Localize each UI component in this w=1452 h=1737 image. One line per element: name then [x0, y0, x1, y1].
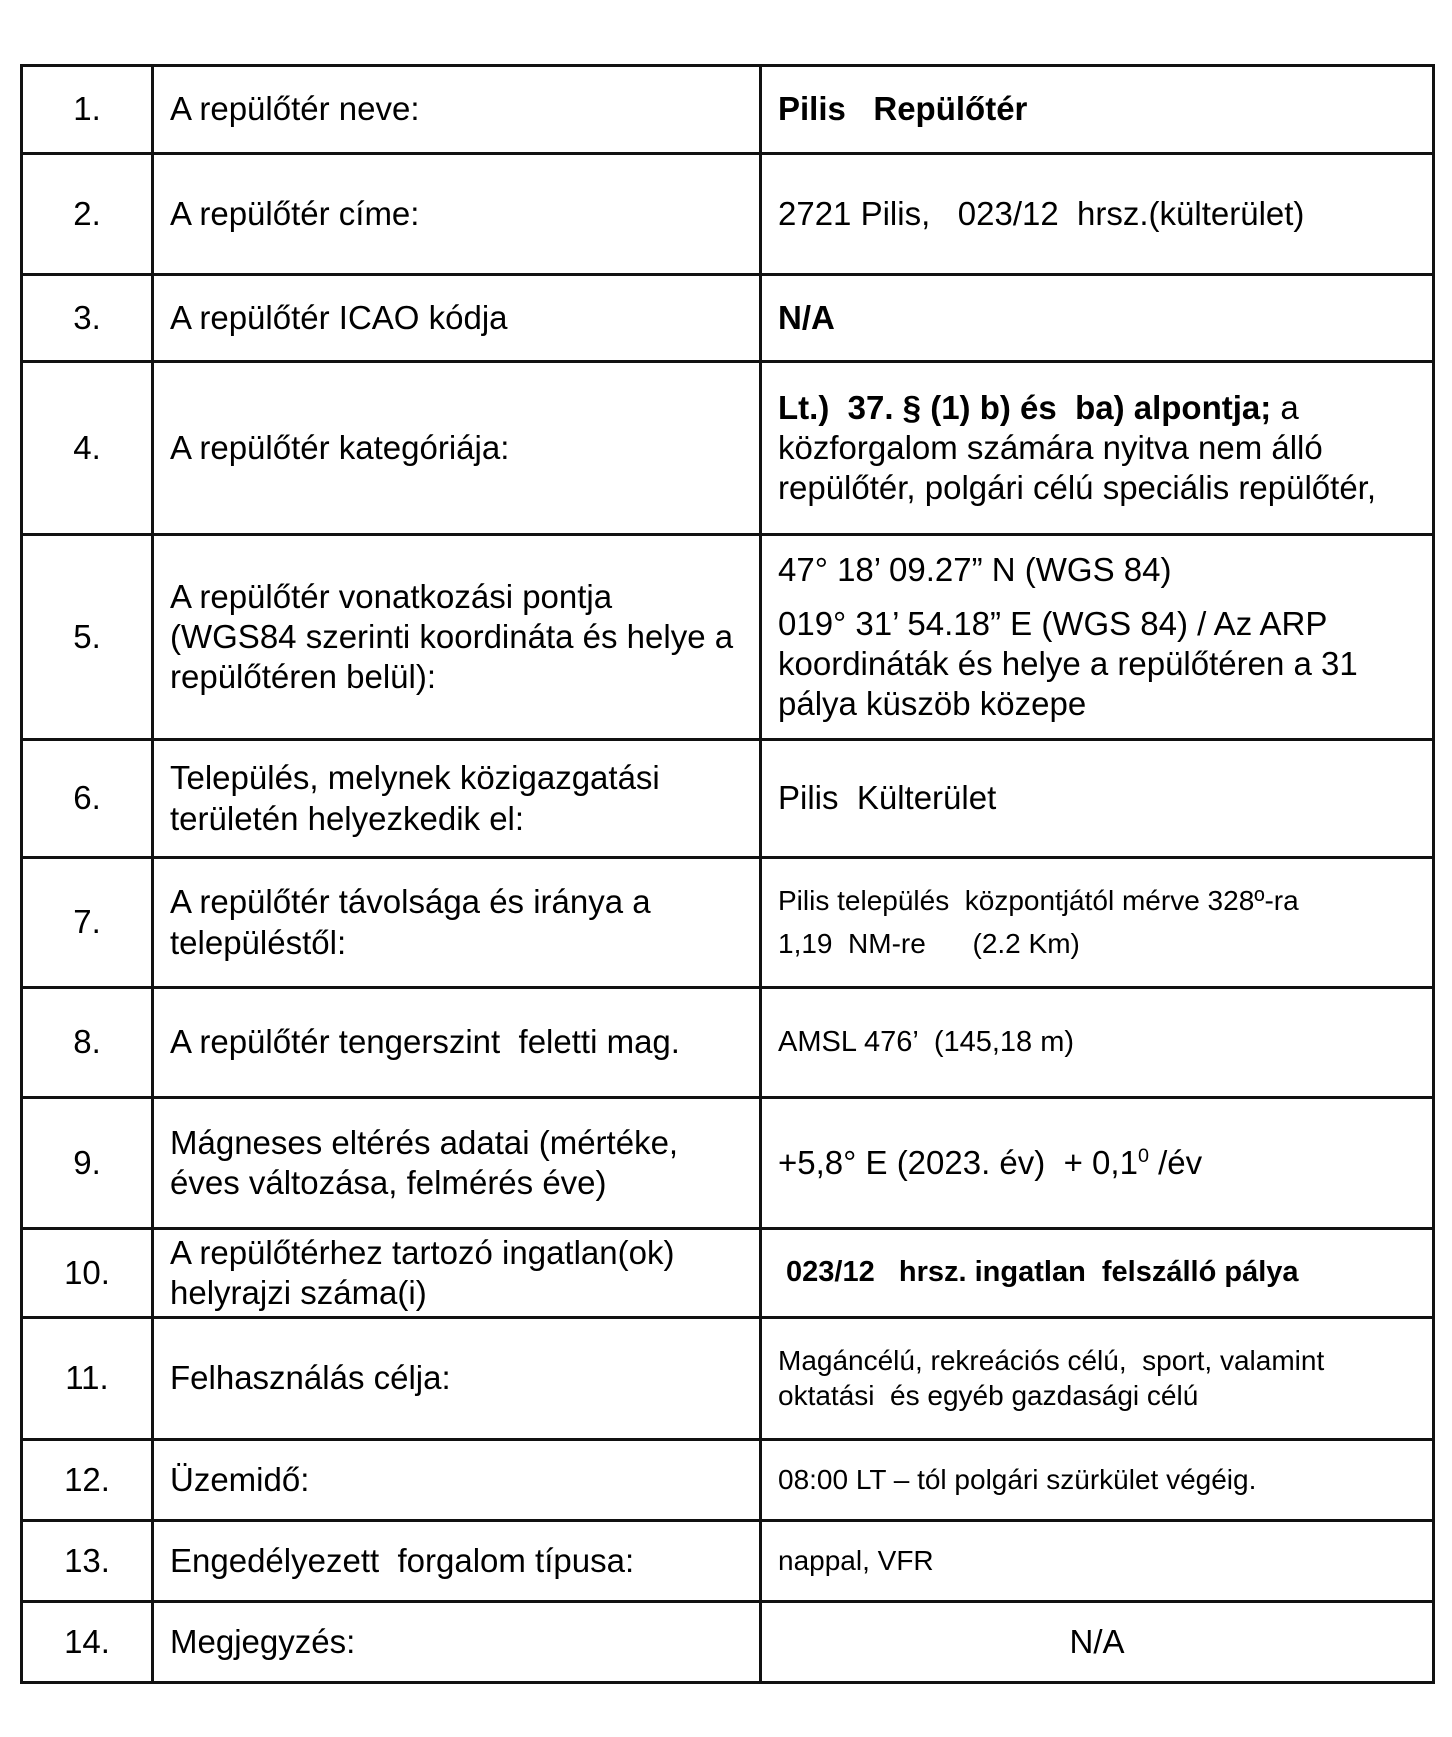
row-value	[761, 535, 1434, 740]
table-row	[22, 858, 1434, 988]
row-number: 5.	[22, 535, 153, 740]
row-number: 10.	[22, 1229, 153, 1318]
row-number: 8.	[22, 988, 153, 1098]
declination-superscript: 0	[1137, 1144, 1149, 1167]
latitude-coordinate: 47° 18’ 09.27” N (WGS 84)	[778, 550, 1172, 588]
row-label: A repülőtér neve:	[153, 66, 761, 154]
table-row	[22, 988, 1434, 1098]
table-row	[22, 66, 1434, 154]
table-row	[22, 1229, 1434, 1318]
row-value: Pilis Külterület	[761, 740, 1434, 858]
table-row	[22, 1318, 1434, 1440]
table-row	[22, 1602, 1434, 1683]
row-label: Felhasználás célja:	[153, 1318, 761, 1440]
row-label: A repülőtér címe:	[153, 154, 761, 275]
table-row	[22, 275, 1434, 362]
row-value: AMSL 476’ (145,18 m)	[761, 988, 1434, 1098]
row-value: nappal, VFR	[761, 1521, 1434, 1602]
row-label: Mágneses eltérés adatai (mértéke, éves változása, felmérés éve)	[153, 1098, 761, 1229]
category-description: a közforgalom számára nyitva nem álló repülőtér, polgári célú speciális repülőtér,	[778, 388, 1377, 507]
row-value: N/A	[761, 275, 1434, 362]
airfield-data-table	[20, 64, 1435, 1684]
row-label: A repülőtér ICAO kódja	[153, 275, 761, 362]
row-value	[761, 858, 1434, 988]
row-label: A repülőtér vonatkozási pontja (WGS84 szerinti koordináta és helye a repülőtéren belül):	[153, 535, 761, 740]
table-row	[22, 1440, 1434, 1521]
row-label: A repülőtér kategóriája:	[153, 362, 761, 535]
row-value: Pilis Repülőtér	[761, 66, 1434, 154]
row-value: 08:00 LT – tól polgári szürkület végéig.	[761, 1440, 1434, 1521]
category-legal-ref: Lt.) 37. § (1) b) és ba) alpontja;	[778, 388, 1272, 426]
row-value	[761, 362, 1434, 535]
row-number: 4.	[22, 362, 153, 535]
row-number: 9.	[22, 1098, 153, 1229]
row-number: 7.	[22, 858, 153, 988]
row-value: 023/12 hrsz. ingatlan felszálló pálya	[761, 1229, 1434, 1318]
row-label: Üzemidő:	[153, 1440, 761, 1521]
table-row	[22, 1521, 1434, 1602]
row-label: Település, melynek közigazgatási területén helyezkedik el:	[153, 740, 761, 858]
declination-unit: /év	[1148, 1143, 1203, 1181]
row-value: 2721 Pilis, 023/12 hrsz.(külterület)	[761, 154, 1434, 275]
row-value: Magáncélú, rekreációs célú, sport, valamint oktatási és egyéb gazdasági célú	[761, 1318, 1434, 1440]
distance-value: 1,19 NM-re (2.2 Km)	[778, 927, 1080, 959]
row-number: 13.	[22, 1521, 153, 1602]
row-label: Engedélyezett forgalom típusa:	[153, 1521, 761, 1602]
table-row	[22, 535, 1434, 740]
row-number: 6.	[22, 740, 153, 858]
table-row	[22, 740, 1434, 858]
row-label: A repülőtér távolsága és iránya a településtől:	[153, 858, 761, 988]
row-number: 11.	[22, 1318, 153, 1440]
row-number: 3.	[22, 275, 153, 362]
row-label: A repülőtér tengerszint feletti mag.	[153, 988, 761, 1098]
row-value	[761, 1098, 1434, 1229]
longitude-coordinate: 019° 31’ 54.18” E (WGS 84) / Az ARP koordináták és helye a repülőtéren a 31 pálya küszöb közepe	[778, 604, 1358, 723]
table-row	[22, 1098, 1434, 1229]
row-number: 12.	[22, 1440, 153, 1521]
row-value: N/A	[761, 1602, 1434, 1683]
row-number: 2.	[22, 154, 153, 275]
row-number: 1.	[22, 66, 153, 154]
declination-value: +5,8° E (2023. év) + 0,1	[778, 1143, 1138, 1181]
table-row	[22, 362, 1434, 535]
row-label: Megjegyzés:	[153, 1602, 761, 1683]
table-row	[22, 154, 1434, 275]
distance-direction: Pilis település központjától mérve 328º-ra	[778, 885, 1299, 917]
row-label: A repülőtérhez tartozó ingatlan(ok) helyrajzi száma(i)	[153, 1229, 761, 1318]
row-number: 14.	[22, 1602, 153, 1683]
